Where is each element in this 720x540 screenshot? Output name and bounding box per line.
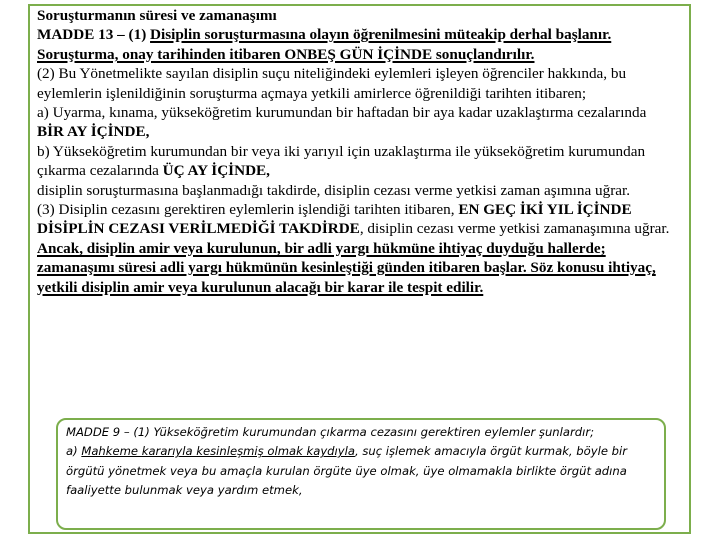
- para-3-bold: EN GEÇ İKİ YIL İÇİNDE DİSİPLİN CEZASI VERİLMEDİĞİ TAKDİRDE: [37, 201, 632, 238]
- paragraph-2: (2) Bu Yönetmelikte sayılan disiplin suçu niteliğindeki eylemleri işleyen öğrenciler hakkında, bu eylemlerin işlenildiğinin soruşturma açmaya yetkili amirlerce öğrenildiği tarihten itibaren;: [37, 65, 627, 102]
- inset-item-a-rest: , suç işlemek amacıyla örgüt kurmak, böyle bir örgütü yönetmek veya bu amaçla kurulan örgüte üye olmak, üye olmamakla birlikte örgüt adına faaliyette bulunmak veya yardım etmek,: [66, 444, 627, 498]
- inset-item-a: [66, 442, 658, 500]
- para-3-text-2: , disiplin cezası verme yetkisi zamanaşımına uğrar.: [359, 220, 670, 238]
- inset-item-a-prefix: a): [66, 444, 82, 459]
- item-a-text: a) Uyarma, kınama, yükseköğretim kurumundan bir haftadan bir aya kadar uzaklaştırma cezalarında: [37, 104, 647, 122]
- item-a: [37, 103, 677, 142]
- main-text-block: [37, 6, 677, 297]
- para-3-text-1: (3) Disiplin cezasını gerektiren eylemlerin işlendiği tarihten itibaren,: [37, 201, 459, 219]
- paragraph-3: [37, 200, 677, 297]
- item-tail: disiplin soruşturmasına başlanmadığı takdirde, disiplin cezası verme yetkisi zaman aşımına uğrar.: [37, 181, 631, 199]
- para-3-underlined: Ancak, disiplin amir veya kurulunun, bir adli yargı hükmüne ihtiyaç duyduğu hallerde; zamanaşımı süresi adli yargı hükmünün kesinleştiği günden itibaren başlar. Söz konusu ihtiyaç, yetkili disiplin amir veya kurulunun alacağı bir karar ile tespit edilir.: [37, 239, 656, 296]
- inset-item-a-underlined: Mahkeme kararıyla kesinleşmiş olmak kaydıyla: [81, 444, 355, 459]
- item-b: [37, 142, 677, 181]
- madde-9-inset-box: [56, 418, 666, 530]
- section-heading: Soruşturmanın süresi ve zamanaşımı: [37, 7, 277, 24]
- inset-line-1: MADDE 9 – (1) Yükseköğretim kurumundan çıkarma cezasını gerektiren eylemler şunlardır;: [66, 425, 594, 439]
- item-b-text: b) Yükseköğretim kurumundan bir veya iki yarıyıl için uzaklaştırma ile yükseköğretim kurumundan çıkarma cezalarında: [37, 142, 646, 180]
- item-a-bold: BİR AY İÇİNDE,: [37, 123, 150, 141]
- madde-13-prefix: MADDE 13 – (1): [37, 26, 151, 44]
- madde-13-underlined: Disiplin soruşturmasına olayın öğrenilmesini müteakip derhal başlanır. Soruşturma, onay tarihinden itibaren ONBEŞ GÜN İÇİNDE sonuçlandırılır.: [37, 26, 612, 63]
- madde-13-paragraph: [37, 25, 677, 64]
- item-b-bold: ÜÇ AY İÇİNDE,: [162, 162, 270, 180]
